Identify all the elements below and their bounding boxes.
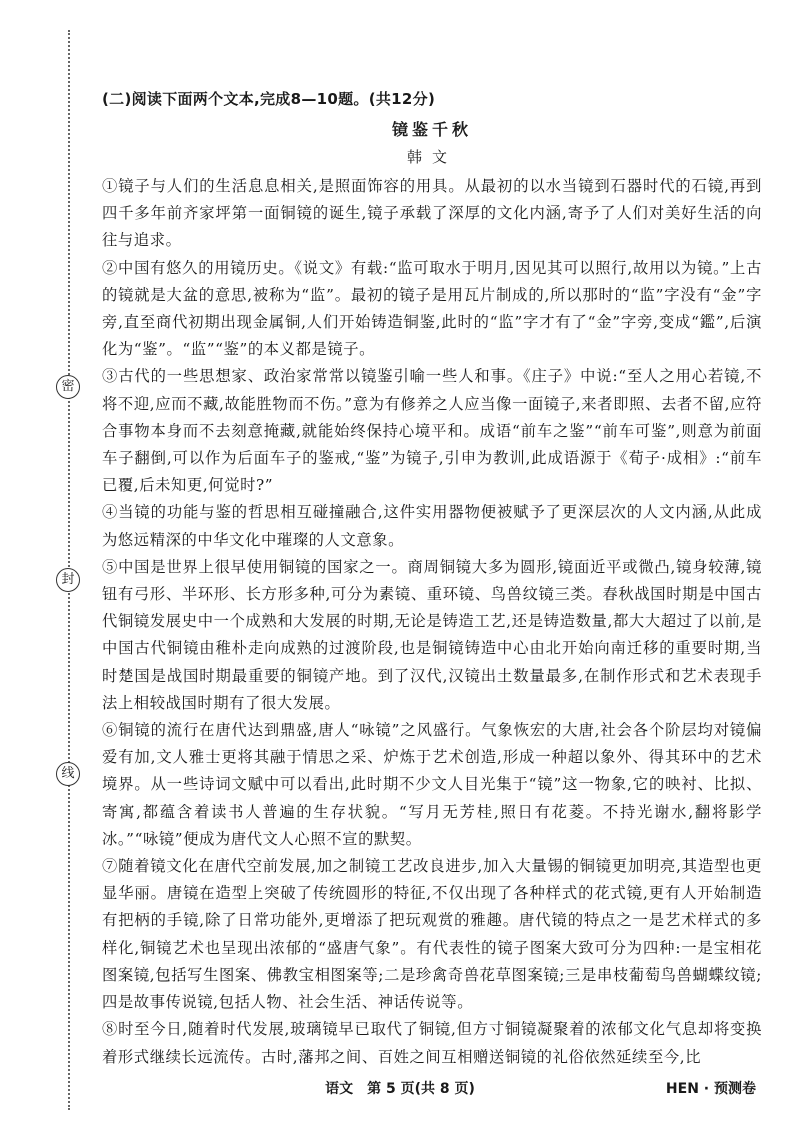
- paragraph-7: ⑦随着镜文化在唐代空前发展,加之制镜工艺改良进步,加入大量锡的铜镜更加明亮,其造型也更显华丽。唐镜在造型上突破了传统圆形的特征,不仅出现了各种样式的花式镜,更有人开始制造有把柄的手镜,除了日常功能外,更增添了把玩观赏的雅趣。唐代镜的特点之一是艺术样式的多样化,铜镜艺术也呈现出浓郁的“盛唐气象”。有代表性的镜子图案大致可分为四种:一是宝相花图案镜,包括写生图案、佛教宝相图案等;二是珍禽奇兽花草图案镜;三是串枝葡萄鸟兽蝴蝶纹镜;四是故事传说镜,包括人物、社会生活、神话传说等。: [102, 857, 762, 1012]
- paragraph-5: ⑤中国是世界上很早使用铜镜的国家之一。商周铜镜大多为圆形,镜面近平或微凸,镜身较薄,镜钮有弓形、半环形、长方形多种,可分为素镜、重环镜、鸟兽纹镜三类。春秋战国时期是中国古代铜镜发展史中一个成熟和大发展的时期,无论是铸造工艺,还是铸造数量,都大大超过了以前,是中国古代铜镜由稚朴走向成熟的过渡阶段,也是铜镜铸造中心由北开始向南迁移的重要时期,当时楚国是战国时期最重要的铜镜产地。到了汉代,汉镜出土数量最多,在制作形式和艺术表现手法上相较战国时期有了很大发展。: [102, 557, 762, 712]
- paragraph-2: ②中国有悠久的用镜历史。《说文》有载:“监可取水于明月,因见其可以照行,故用以为镜。”上古的镜就是大盆的意思,被称为“监”。最初的镜子是用瓦片制成的,所以那时的“监”字没有“金”字旁,直至商代初期出现金属铜,人们开始铸造铜鉴,此时的“监”字才有了“金”字旁,变成“鑑”,后演化为“鉴”。“监”“鉴”的本义都是镜子。: [102, 258, 762, 359]
- document-body: [102, 88, 762, 1071]
- page-number: 语文 第 5 页(共 8 页): [325, 1081, 475, 1097]
- paragraph-3: ③古代的一些思想家、政治家常常以镜鉴引喻一些人和事。《庄子》中说:“至人之用心若镜,不将不迎,应而不藏,故能胜物而不伤。”意为有修养之人应当像一面镜子,来者即照、去者不留,应符合事物本身而不去刻意掩藏,就能始终保持心境平和。成语“前车之鉴”“前车可鉴”,则意为前面车子翻倒,可以作为后面车子的鉴戒,“鉴”为镜子,引申为教训,此成语源于《荀子·成相》:“前车已覆,后未知更,何觉时?”: [102, 367, 762, 495]
- paragraph-8: ⑧时至今日,随着时代发展,玻璃镜早已取代了铜镜,但方寸铜镜凝聚着的浓郁文化气息却将变换着形式继续长远流传。古时,藩邦之间、百姓之间互相赠送铜镜的礼俗依然延续至今,比: [102, 1020, 762, 1066]
- article-author: 韩文: [406, 148, 457, 166]
- section-heading: (二)阅读下面两个文本,完成8—10题。(共12分): [102, 90, 436, 108]
- paragraph-4: ④当镜的功能与鉴的哲思相互碰撞融合,这件实用器物便被赋予了更深层次的人文内涵,从此成为悠远精深的中华文化中璀璨的人文意象。: [102, 503, 762, 549]
- binding-mark-xian: 线: [56, 762, 80, 786]
- article-title: 镜鉴千秋: [391, 120, 472, 139]
- binding-mark-feng: 封: [56, 568, 80, 592]
- exam-code: HEN · 预测卷: [665, 1081, 756, 1097]
- paragraph-6: ⑥铜镜的流行在唐代达到鼎盛,唐人“咏镜”之风盛行。气象恢宏的大唐,社会各个阶层均对镜偏爱有加,文人雅士更将其融于情思之采、炉炼于艺术创造,形成一种超以象外、得其环中的艺术境界。从一些诗词文赋中可以看出,此时期不少文人目光集于“镜”这一物象,它的映衬、比拟、寄寓,都蕴含着读书人普遍的生存状貌。“写月无芳桂,照日有花菱。不持光谢水,翻将影学冰。”“咏镜”便成为唐代文人心照不宣的默契。: [102, 721, 762, 848]
- binding-mark-mi: 密: [56, 375, 80, 399]
- paragraph-1: ①镜子与人们的生活息息相关,是照面饰容的用具。从最初的以水当镜到石器时代的石镜,再到四千多年前齐家坪第一面铜镜的诞生,镜子承载了深厚的文化内涵,寄予了人们对美好生活的向往与追求。: [102, 177, 762, 250]
- page-footer: [0, 1078, 800, 1102]
